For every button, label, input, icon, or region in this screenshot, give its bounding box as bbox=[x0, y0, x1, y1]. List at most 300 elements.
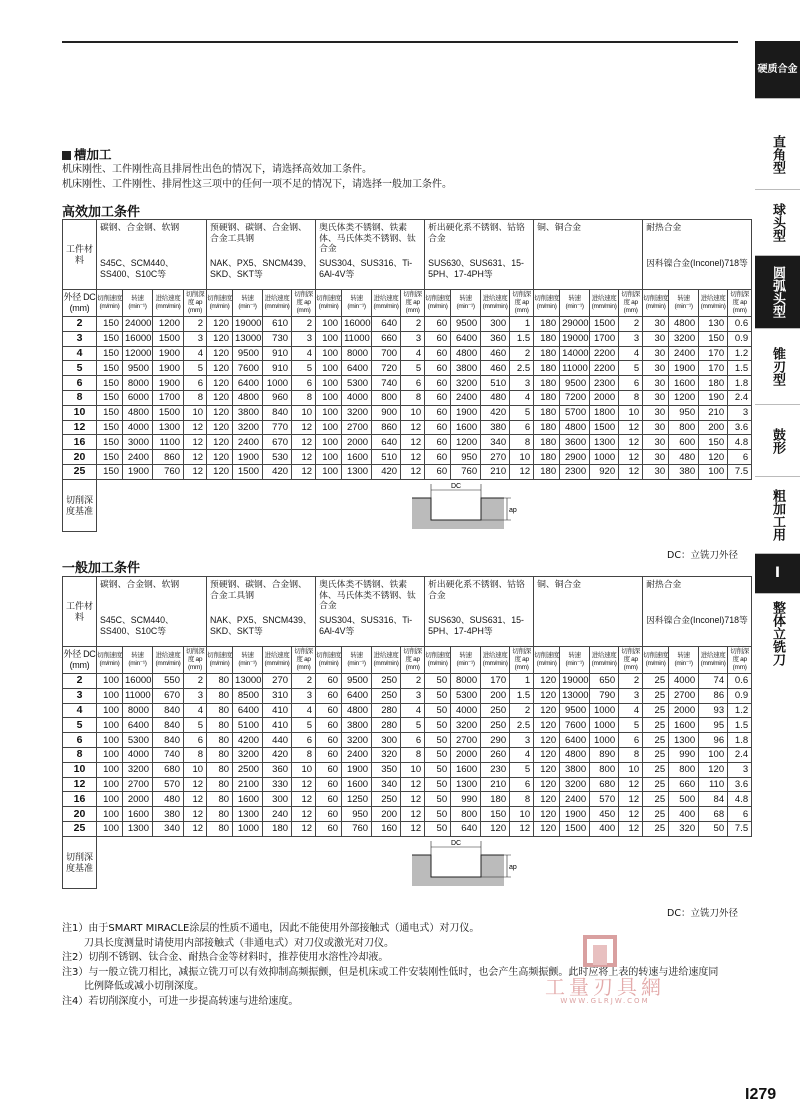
table-row bbox=[63, 674, 752, 689]
table-cell: 80 bbox=[207, 718, 233, 733]
dc-value: 4 bbox=[63, 346, 97, 361]
table-cell: 30 bbox=[643, 317, 669, 332]
table-cell: 25 bbox=[643, 807, 669, 822]
table-cell: 300 bbox=[372, 733, 401, 748]
column-header: 切削速度 (m/min) bbox=[643, 647, 669, 674]
table-cell: 120 bbox=[207, 420, 233, 435]
table-cell: 1500 bbox=[590, 420, 619, 435]
table-cell: 790 bbox=[590, 688, 619, 703]
table-cell: 5 bbox=[184, 718, 207, 733]
table-cell: 450 bbox=[590, 807, 619, 822]
table-cell: 25 bbox=[643, 674, 669, 689]
table-cell: 13000 bbox=[233, 331, 263, 346]
dc-value: 12 bbox=[63, 420, 97, 435]
dc-value: 6 bbox=[63, 376, 97, 391]
column-header: 进给速度 (mm/min) bbox=[263, 290, 292, 317]
table-cell: 2 bbox=[510, 346, 534, 361]
table-cell: 260 bbox=[481, 747, 510, 762]
column-header: 进给速度 (mm/min) bbox=[590, 290, 619, 317]
table-cell: 840 bbox=[153, 703, 184, 718]
table-cell: 50 bbox=[425, 733, 451, 748]
table-cell: 7.5 bbox=[728, 821, 752, 836]
table-cell: 5 bbox=[619, 718, 643, 733]
table-cell: 250 bbox=[481, 718, 510, 733]
table-cell: 120 bbox=[207, 405, 233, 420]
table-cell: 25 bbox=[643, 718, 669, 733]
table-cell: 1000 bbox=[590, 450, 619, 465]
table-cell: 200 bbox=[372, 807, 401, 822]
table-cell: 410 bbox=[263, 703, 292, 718]
table-cell: 340 bbox=[372, 777, 401, 792]
table-cell: 1500 bbox=[153, 331, 184, 346]
tab-taper[interactable]: 锥刃型 bbox=[755, 329, 800, 405]
table-cell: 12 bbox=[184, 435, 207, 450]
table-cell: 300 bbox=[263, 792, 292, 807]
table-cell: 12 bbox=[619, 792, 643, 807]
table-cell: 2100 bbox=[233, 777, 263, 792]
column-header: 切削速度 (m/min) bbox=[425, 290, 451, 317]
table-cell: 950 bbox=[342, 807, 372, 822]
side-tabs bbox=[755, 41, 800, 672]
table-cell: 3 bbox=[401, 331, 425, 346]
table-cell: 10 bbox=[184, 405, 207, 420]
table-row bbox=[63, 405, 752, 420]
table-cell: 480 bbox=[669, 450, 699, 465]
tab-solid-endmill[interactable]: 整体立铣刀 bbox=[755, 594, 800, 672]
table-cell: 8 bbox=[292, 747, 316, 762]
table-cell: 120 bbox=[534, 688, 560, 703]
column-header: 转速 (min⁻¹) bbox=[669, 290, 699, 317]
table-cell: 16000 bbox=[123, 331, 153, 346]
table-cell: 1300 bbox=[342, 464, 372, 479]
tab-roughing[interactable]: 粗加工用 bbox=[755, 477, 800, 554]
table-cell: 50 bbox=[425, 747, 451, 762]
table-cell: 760 bbox=[342, 821, 372, 836]
table-cell: 160 bbox=[372, 821, 401, 836]
intro-line: 机床刚性、工件刚性高且排屑性出色的情况下，请选择高效加工条件。 bbox=[62, 164, 372, 175]
table-cell: 8500 bbox=[233, 688, 263, 703]
table-row bbox=[63, 464, 752, 479]
table-cell: 11000 bbox=[342, 331, 372, 346]
table-cell: 1300 bbox=[233, 807, 263, 822]
table-cell: 84 bbox=[699, 792, 728, 807]
page-number: I279 bbox=[745, 1086, 777, 1103]
tab-section-i[interactable]: I bbox=[755, 554, 800, 594]
material-label: 工件材料 bbox=[63, 220, 97, 290]
column-header: 切削速度 (m/min) bbox=[534, 647, 560, 674]
table-cell: 12 bbox=[619, 807, 643, 822]
column-header: 切削深度 ap (mm) bbox=[292, 290, 316, 317]
table-cell: 30 bbox=[643, 450, 669, 465]
table-cell: 1600 bbox=[669, 718, 699, 733]
table-cell: 100 bbox=[97, 703, 123, 718]
table-cell: 100 bbox=[97, 747, 123, 762]
table-cell: 3 bbox=[184, 688, 207, 703]
table-cell: 100 bbox=[699, 747, 728, 762]
table-cell: 180 bbox=[534, 405, 560, 420]
table-cell: 60 bbox=[425, 317, 451, 332]
table-cell: 120 bbox=[534, 762, 560, 777]
table-cell: 4 bbox=[184, 346, 207, 361]
table-cell: 950 bbox=[669, 405, 699, 420]
table-cell: 6 bbox=[184, 733, 207, 748]
table-cell: 3 bbox=[619, 688, 643, 703]
table-cell: 170 bbox=[481, 674, 510, 689]
table-cell: 2700 bbox=[123, 777, 153, 792]
table-cell: 100 bbox=[316, 450, 342, 465]
table-cell: 120 bbox=[207, 464, 233, 479]
table-cell: 3200 bbox=[560, 777, 590, 792]
material-name: 碳钢、合金钢、软钢 bbox=[100, 222, 180, 232]
table-cell: 13000 bbox=[233, 674, 263, 689]
table-cell: 3200 bbox=[342, 405, 372, 420]
dc-value: 3 bbox=[63, 688, 97, 703]
table-cell: 30 bbox=[643, 464, 669, 479]
note-line: 注1）由于SMART MIRACLE涂层的性质不通电，因此不能使用外部接触式（通电式）对刀仪。 bbox=[62, 923, 480, 934]
column-header: 切削深度 ap (mm) bbox=[510, 647, 534, 674]
table-cell: 4.8 bbox=[728, 792, 752, 807]
material-group bbox=[425, 577, 534, 647]
table-cell: 180 bbox=[534, 435, 560, 450]
table-cell: 440 bbox=[263, 733, 292, 748]
table-cell: 120 bbox=[207, 346, 233, 361]
table-cell: 50 bbox=[425, 807, 451, 822]
dc-value: 16 bbox=[63, 792, 97, 807]
table-cell: 910 bbox=[263, 361, 292, 376]
table-cell: 3200 bbox=[233, 420, 263, 435]
table-cell: 460 bbox=[481, 346, 510, 361]
table-row bbox=[63, 807, 752, 822]
table-cell: 2700 bbox=[451, 733, 481, 748]
table-cell: 12 bbox=[510, 464, 534, 479]
table-cell: 3600 bbox=[560, 435, 590, 450]
table-cell: 1.5 bbox=[510, 688, 534, 703]
table-cell: 10 bbox=[292, 405, 316, 420]
table-cell: 1600 bbox=[342, 777, 372, 792]
table-cell: 4800 bbox=[123, 405, 153, 420]
table-cell: 1800 bbox=[590, 405, 619, 420]
table-cell: 120 bbox=[534, 747, 560, 762]
table-cell: 5100 bbox=[233, 718, 263, 733]
table-cell: 25 bbox=[643, 747, 669, 762]
table-cell: 460 bbox=[481, 361, 510, 376]
table-cell: 60 bbox=[316, 792, 342, 807]
table-cell: 920 bbox=[590, 464, 619, 479]
table-cell: 2.5 bbox=[510, 718, 534, 733]
table-cell: 6400 bbox=[342, 688, 372, 703]
column-header: 转速 (min⁻¹) bbox=[451, 647, 481, 674]
table-cell: 1 bbox=[510, 317, 534, 332]
table-cell: 180 bbox=[263, 821, 292, 836]
table-cell: 1000 bbox=[590, 718, 619, 733]
table-cell: 60 bbox=[425, 346, 451, 361]
table-cell: 120 bbox=[207, 331, 233, 346]
table-cell: 12 bbox=[401, 450, 425, 465]
table-cell: 6400 bbox=[451, 331, 481, 346]
table-cell: 360 bbox=[481, 331, 510, 346]
table-cell: 30 bbox=[643, 331, 669, 346]
table-cell: 8000 bbox=[123, 703, 153, 718]
table-row bbox=[63, 450, 752, 465]
table-cell: 12 bbox=[401, 821, 425, 836]
tab-ball[interactable]: 球头型 bbox=[755, 190, 800, 256]
table-cell: 1500 bbox=[590, 317, 619, 332]
table-cell: 120 bbox=[207, 376, 233, 391]
table-cell: 1.5 bbox=[510, 331, 534, 346]
dc-value: 5 bbox=[63, 361, 97, 376]
table-cell: 2400 bbox=[123, 450, 153, 465]
dc-value: 6 bbox=[63, 733, 97, 748]
table-cell: 420 bbox=[372, 464, 401, 479]
table-cell: 100 bbox=[316, 390, 342, 405]
table-cell: 6 bbox=[292, 733, 316, 748]
material-group bbox=[425, 220, 534, 290]
table-cell: 480 bbox=[153, 792, 184, 807]
table-cell: 5 bbox=[184, 361, 207, 376]
table-cell: 1600 bbox=[342, 450, 372, 465]
table-cell: 170 bbox=[699, 346, 728, 361]
table-cell: 30 bbox=[643, 435, 669, 450]
material-grades: 因科镍合金(Inconel)718等 bbox=[646, 258, 748, 268]
table-cell: 4.8 bbox=[728, 435, 752, 450]
table-cell: 30 bbox=[643, 390, 669, 405]
dc-value: 8 bbox=[63, 390, 97, 405]
table-cell: 12 bbox=[401, 777, 425, 792]
table-cell: 2900 bbox=[560, 450, 590, 465]
column-header: 转速 (min⁻¹) bbox=[669, 647, 699, 674]
table-cell: 6400 bbox=[560, 733, 590, 748]
table-cell: 4800 bbox=[451, 346, 481, 361]
column-header: 转速 (min⁻¹) bbox=[342, 290, 372, 317]
table-row bbox=[63, 821, 752, 836]
table-cell: 120 bbox=[534, 792, 560, 807]
table-cell: 80 bbox=[207, 792, 233, 807]
table-cell: 2 bbox=[619, 674, 643, 689]
material-row bbox=[63, 220, 752, 290]
table-cell: 12 bbox=[184, 792, 207, 807]
dc-value: 12 bbox=[63, 777, 97, 792]
table-row bbox=[63, 747, 752, 762]
table-cell: 1000 bbox=[590, 703, 619, 718]
table-cell: 420 bbox=[263, 464, 292, 479]
tab-radius[interactable]: 圆弧头型 bbox=[755, 256, 800, 329]
table-cell: 60 bbox=[316, 777, 342, 792]
material-name: 奥氏体类不锈钢、铁素体、马氏体类不锈钢、钛合金 bbox=[319, 222, 416, 253]
table-cell: 4 bbox=[292, 346, 316, 361]
table-cell: 11000 bbox=[123, 688, 153, 703]
table-cell: 80 bbox=[207, 777, 233, 792]
table-cell: 6 bbox=[728, 807, 752, 822]
table-cell: 12 bbox=[619, 464, 643, 479]
table-cell: 120 bbox=[534, 807, 560, 822]
table-cell: 180 bbox=[534, 317, 560, 332]
table-cell: 80 bbox=[207, 747, 233, 762]
table-cell: 10 bbox=[510, 807, 534, 822]
table-cell: 3 bbox=[510, 733, 534, 748]
table-cell: 3200 bbox=[669, 331, 699, 346]
table-cell: 4200 bbox=[233, 733, 263, 748]
table-cell: 1 bbox=[510, 674, 534, 689]
table-cell: 2 bbox=[292, 317, 316, 332]
table-cell: 1500 bbox=[153, 405, 184, 420]
table-cell: 420 bbox=[481, 405, 510, 420]
table-cell: 950 bbox=[451, 450, 481, 465]
table-cell: 100 bbox=[316, 376, 342, 391]
table-cell: 5 bbox=[510, 405, 534, 420]
table-cell: 120 bbox=[534, 674, 560, 689]
table-cell: 1.2 bbox=[728, 346, 752, 361]
table-cell: 150 bbox=[97, 390, 123, 405]
table-cell: 650 bbox=[590, 674, 619, 689]
table-cell: 400 bbox=[669, 807, 699, 822]
table-cell: 60 bbox=[425, 435, 451, 450]
table-cell: 4000 bbox=[669, 674, 699, 689]
table-cell: 860 bbox=[153, 450, 184, 465]
dc-value: 16 bbox=[63, 435, 97, 450]
material-name: 耐热合金 bbox=[646, 222, 682, 232]
table-cell: 740 bbox=[153, 747, 184, 762]
table-cell: 360 bbox=[263, 762, 292, 777]
material-name: 耐热合金 bbox=[646, 579, 682, 589]
material-row bbox=[63, 577, 752, 647]
table-cell: 410 bbox=[263, 718, 292, 733]
table-cell: 2000 bbox=[342, 435, 372, 450]
table-cell: 19000 bbox=[560, 674, 590, 689]
table-cell: 2400 bbox=[342, 747, 372, 762]
table-cell: 2000 bbox=[451, 747, 481, 762]
table-cell: 4 bbox=[401, 346, 425, 361]
table-cell: 1900 bbox=[153, 346, 184, 361]
column-header: 转速 (min⁻¹) bbox=[233, 290, 263, 317]
column-header: 切削深度 ap (mm) bbox=[401, 290, 425, 317]
dc-value: 25 bbox=[63, 464, 97, 479]
table-cell: 0.9 bbox=[728, 688, 752, 703]
material-group bbox=[97, 220, 207, 290]
table-cell: 5 bbox=[619, 361, 643, 376]
table-cell: 1000 bbox=[263, 376, 292, 391]
table-cell: 180 bbox=[534, 346, 560, 361]
table-cell: 120 bbox=[534, 733, 560, 748]
watermark-url: WWW.GLRJW.COM bbox=[560, 997, 650, 1005]
table-cell: 1700 bbox=[590, 331, 619, 346]
material-group bbox=[534, 220, 643, 290]
material-grades: NAK、PX5、SNCM439、SKD、SKT等 bbox=[210, 615, 312, 636]
table-cell: 10 bbox=[619, 405, 643, 420]
tab-barrel[interactable]: 鼓形 bbox=[755, 405, 800, 477]
table-cell: 8 bbox=[619, 390, 643, 405]
column-header: 进给速度 (mm/min) bbox=[590, 647, 619, 674]
table-row bbox=[63, 688, 752, 703]
column-header: 切削深度 ap (mm) bbox=[401, 647, 425, 674]
table-cell: 2700 bbox=[342, 420, 372, 435]
column-header: 切削深度 ap (mm) bbox=[619, 290, 643, 317]
table-cell: 3 bbox=[292, 331, 316, 346]
table-cell: 700 bbox=[372, 346, 401, 361]
table-cell: 30 bbox=[643, 346, 669, 361]
table-cell: 150 bbox=[481, 807, 510, 822]
table-cell: 12 bbox=[292, 450, 316, 465]
table-cell: 420 bbox=[263, 747, 292, 762]
table-cell: 180 bbox=[534, 464, 560, 479]
column-header: 转速 (min⁻¹) bbox=[560, 647, 590, 674]
dc-value: 2 bbox=[63, 674, 97, 689]
material-grades: SUS304、SUS316、Ti-6Al-4V等 bbox=[319, 258, 413, 279]
intro-line: 机床刚性、工件刚性、排屑性这三项中的任何一项不足的情况下，请选择一般加工条件。 bbox=[62, 179, 452, 190]
table-cell: 5700 bbox=[560, 405, 590, 420]
table-cell: 3 bbox=[728, 762, 752, 777]
tab-square[interactable]: 直角型 bbox=[755, 119, 800, 190]
table-cell: 1300 bbox=[590, 435, 619, 450]
table-row bbox=[63, 703, 752, 718]
table-cell: 890 bbox=[590, 747, 619, 762]
column-header: 切削速度 (m/min) bbox=[97, 647, 123, 674]
table-cell: 1000 bbox=[590, 733, 619, 748]
table-cell: 12 bbox=[401, 792, 425, 807]
table-cell: 150 bbox=[97, 346, 123, 361]
table-cell: 250 bbox=[372, 674, 401, 689]
table-cell: 150 bbox=[97, 376, 123, 391]
tab-carbide[interactable]: 硬质合金 bbox=[755, 41, 800, 99]
table-row bbox=[63, 435, 752, 450]
table-cell: 9500 bbox=[451, 317, 481, 332]
table-cell: 12 bbox=[184, 821, 207, 836]
column-header: 切削速度 (m/min) bbox=[207, 647, 233, 674]
slot-depth-diagram bbox=[409, 481, 519, 531]
depth-label: 切削深度基准 bbox=[63, 836, 97, 889]
table-cell: 8000 bbox=[342, 346, 372, 361]
table-row bbox=[63, 777, 752, 792]
table-cell: 190 bbox=[699, 390, 728, 405]
table-cell: 150 bbox=[97, 317, 123, 332]
table-row bbox=[63, 390, 752, 405]
table-cell: 25 bbox=[643, 792, 669, 807]
table-cell: 4000 bbox=[123, 747, 153, 762]
table-cell: 60 bbox=[316, 718, 342, 733]
table-cell: 6 bbox=[510, 420, 534, 435]
table-cell: 150 bbox=[97, 405, 123, 420]
column-header: 进给速度 (mm/min) bbox=[372, 290, 401, 317]
table-cell: 24000 bbox=[123, 317, 153, 332]
table-cell: 150 bbox=[699, 331, 728, 346]
table-cell: 12 bbox=[510, 821, 534, 836]
table-cell: 2 bbox=[184, 317, 207, 332]
table-cell: 60 bbox=[425, 331, 451, 346]
table-title-general: 一般加工条件 bbox=[62, 561, 141, 576]
table-cell: 6 bbox=[510, 777, 534, 792]
table-cell: 2000 bbox=[590, 390, 619, 405]
table-cell: 3200 bbox=[233, 747, 263, 762]
table-cell: 0.6 bbox=[728, 674, 752, 689]
material-group bbox=[97, 577, 207, 647]
table-cell: 86 bbox=[699, 688, 728, 703]
table-cell: 100 bbox=[316, 405, 342, 420]
column-header: 转速 (min⁻¹) bbox=[560, 290, 590, 317]
material-grades: SUS304、SUS316、Ti-6Al-4V等 bbox=[319, 615, 413, 636]
table-cell: 6 bbox=[292, 376, 316, 391]
table-row bbox=[63, 346, 752, 361]
table-cell: 25 bbox=[643, 733, 669, 748]
column-header-row bbox=[63, 647, 752, 674]
table-cell: 30 bbox=[643, 405, 669, 420]
dc-value: 5 bbox=[63, 718, 97, 733]
table-cell: 1900 bbox=[123, 464, 153, 479]
table-cell: 80 bbox=[207, 807, 233, 822]
table-cell: 3000 bbox=[123, 435, 153, 450]
table-cell: 640 bbox=[372, 317, 401, 332]
table-cell: 2400 bbox=[669, 346, 699, 361]
table-cell: 400 bbox=[590, 821, 619, 836]
table-cell: 9500 bbox=[233, 346, 263, 361]
